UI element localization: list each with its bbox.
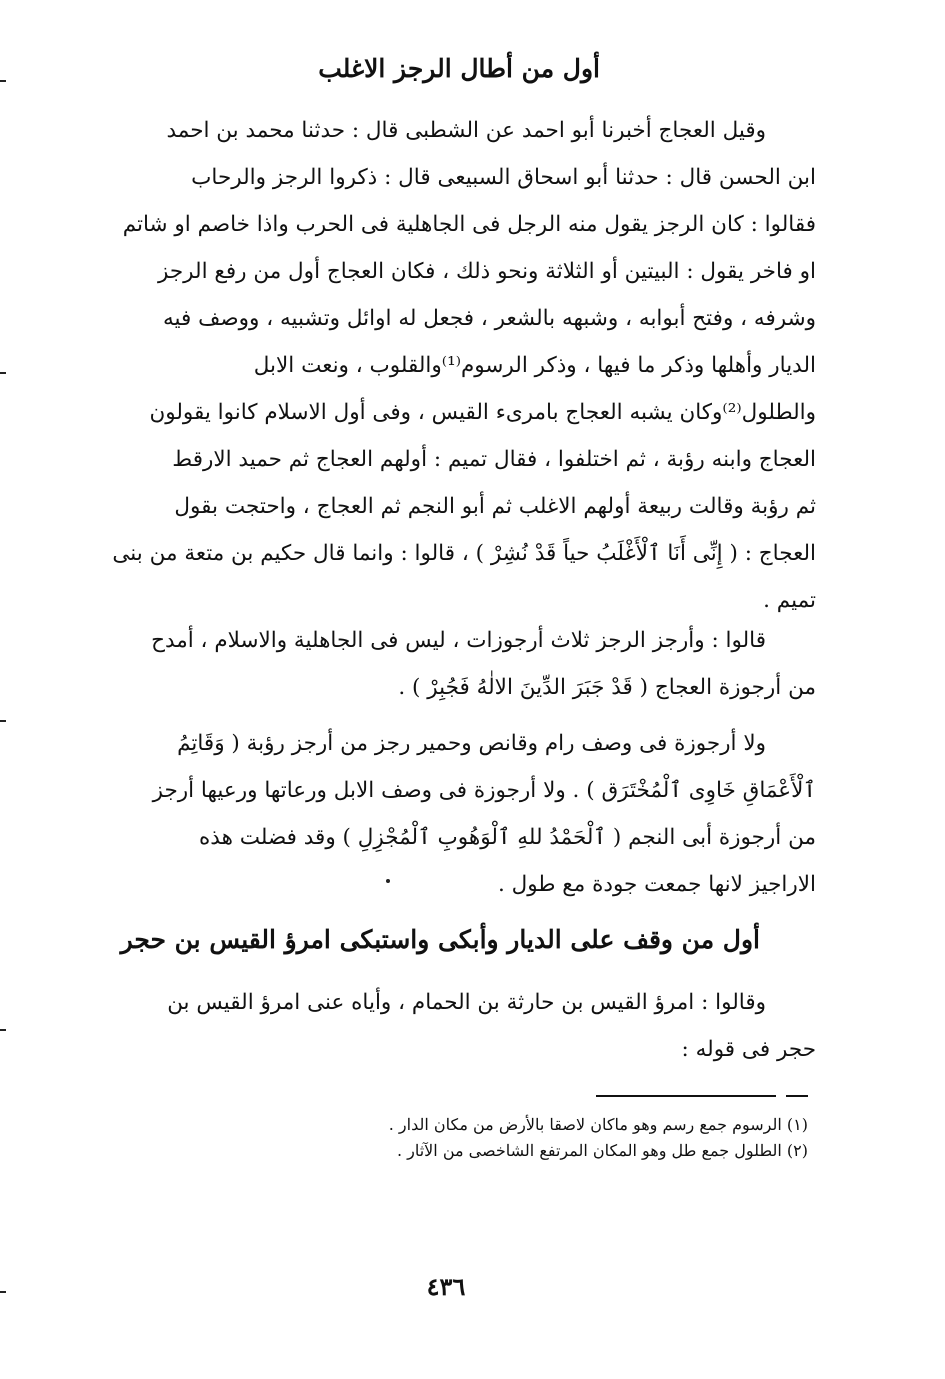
margin-mark <box>0 80 6 82</box>
paragraph-1 <box>104 107 816 624</box>
text-line: الديار وأهلها وذكر ما فيها ، وذكر الرسوم⁽¹⁾والقلوب ، ونعت الابل <box>253 353 816 378</box>
text-line: ٱلْأَعْمَاقِ خَاوِى ٱلْمُخْتَرَق ) . ولا أرجوزة فى وصف الابل ورعاتها ورعيها أرجز <box>152 778 816 803</box>
text-line: حجر فى قوله : <box>681 1037 816 1062</box>
text-line: ولا أرجوزة فى وصف رام وقانص وحمير رجز من أرجز رؤبة ( وَقَاتِمُ <box>177 731 766 756</box>
text-line: ابن الحسن قال : حدثنا أبو اسحاق السبيعى قال : ذكروا الرجز والرحاب <box>191 165 816 190</box>
margin-mark <box>0 720 6 722</box>
footnote-1: (١) الرسوم جمع رسم وهو ماكان لاصقا بالأرض من مكان الدار . <box>388 1115 808 1134</box>
text-line: فقالوا : كان الرجز يقول منه الرجل فى الجاهلية فى الحرب واذا خاصم او شاتم <box>122 212 816 237</box>
text-line: الاراجيز لانها جمعت جودة مع طول . <box>497 872 816 897</box>
text-line: ثم رؤبة وقالت ربيعة أولهم الاغلب ثم أبو النجم ثم العجاج ، واحتجت بقول <box>174 494 816 519</box>
text-line: من أرجوزة أبى النجم ( ٱلْحَمْدُ للهِ ٱلْوَهُوبِ ٱلْمُجْزِلِ ) وقد فضلت هذه <box>199 825 816 850</box>
stray-mark-dot <box>386 879 390 883</box>
text-line: وقالوا : امرؤ القيس بن حارثة بن الحمام ، وأياه عنى امرؤ القيس بن <box>167 990 766 1015</box>
paragraph-4 <box>104 979 816 1073</box>
paragraph-3 <box>104 720 816 908</box>
footnote-rule <box>596 1095 776 1097</box>
margin-mark <box>0 372 6 374</box>
text-line: العجاج وابنه رؤبة ، ثم اختلفوا ، فقال تميم : أولهم العجاج ثم حميد الارقط <box>172 447 816 472</box>
margin-mark <box>0 1029 6 1031</box>
footnotes <box>104 1112 816 1164</box>
text-line: وقيل العجاج أخبرنا أبو احمد عن الشطبى قال : حدثنا محمد بن احمد <box>166 118 766 143</box>
margin-mark <box>0 1291 6 1293</box>
text-line: تميم . <box>763 588 816 613</box>
text-line: وشرفه ، وفتح أبوابه ، وشبهه بالشعر ، فجعل له اوائل وتشبيه ، ووصف فيه <box>163 306 816 331</box>
section-heading: أول من وقف على الديار وأبكى واستبكى امرؤ القيس بن حجر <box>120 925 760 954</box>
text-line: قالوا : وأرجز الرجز ثلاث أرجوزات ، ليس فى الجاهلية والاسلام ، أمدح <box>151 628 766 653</box>
running-title: أول من أطال الرجز الاغلب <box>318 54 600 83</box>
footnote-rule-end <box>786 1095 808 1097</box>
footnote-2: (٢) الطلول جمع طل وهو المكان المرتفع الشاخصى من الآثار . <box>396 1141 808 1160</box>
text-line: من أرجوزة العجاج ( قَدْ جَبَرَ الدِّينَ الالٰهُ فَجُبِرْ ) . <box>398 675 816 700</box>
page-number: ٤٣٦ <box>426 1272 466 1301</box>
text-line: والطلول⁽²⁾وكان يشبه العجاج بامرىء القيس ، وفى أول الاسلام كانوا يقولون <box>149 400 816 425</box>
paragraph-2 <box>104 617 816 711</box>
text-line: العجاج : ( إِنِّى أَنَا ٱلْأَغْلَبُ حياً قَدْ نُشِرْ ) ، قالوا : وانما قال حكيم بن متعة من بنى <box>112 541 816 566</box>
text-line: او فاخر يقول : البيتين أو الثلاثة ونحو ذلك ، فكان العجاج أول من رفع الرجز <box>158 259 816 284</box>
